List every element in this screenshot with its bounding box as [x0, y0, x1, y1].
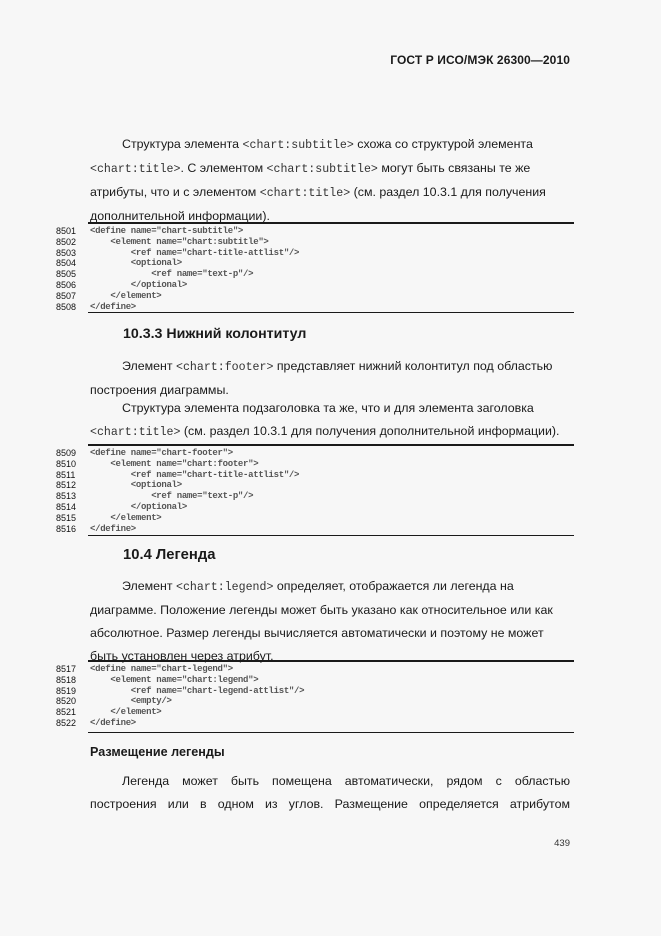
code-line-number: 8511: [56, 469, 76, 480]
code-line: <optional>: [90, 258, 182, 269]
code-line-number: 8506: [56, 280, 77, 290]
section-heading-legend: 10.4 Легенда: [123, 547, 216, 563]
code-line: <element name="chart:legend">: [90, 674, 259, 685]
code-line-number: 8505: [56, 269, 77, 280]
code-line-number: 8510: [56, 458, 77, 469]
paragraph-legend-desc: Элемент <chart:legend> определяет, отображается ли легенда на диаграмме. Положение легенды может быть указано как относительное или как абсолютное. Размер легенды вычисляется автоматически и поэтому не может быть установлен через атрибут.: [90, 579, 553, 663]
code-line: </optional>: [90, 280, 187, 290]
code-block-subtitle: [56, 222, 574, 313]
code-line-number: 8504: [56, 258, 77, 269]
paragraph-subtitle-structure: Структура элемента <chart:subtitle> схожа со структурой элемента <chart:title>. С элементом <chart:subtitle> могут быть связаны те же атрибуты, что и с элементом <chart:title> (см. раздел 10.3.1 для получения дополнительной информации).: [90, 137, 546, 223]
code-line: </define>: [90, 523, 136, 534]
code-line-number: 8514: [56, 502, 77, 512]
code-line-number: 8507: [56, 290, 77, 301]
code-line: <ref name="chart-legend-attlist"/>: [90, 685, 305, 696]
code-block-footer: [56, 444, 574, 536]
code-line-number: 8515: [56, 512, 77, 523]
document-header: ГОСТ Р ИСО/МЭК 26300—2010: [390, 53, 570, 67]
code-line: </define>: [90, 718, 136, 728]
code-line-number: 8517: [56, 664, 77, 674]
paragraph-footer-structure: Структура элемента подзаголовка та же, что и для элемента заголовка <chart:title> (см. раздел 10.3.1 для получения дополнительной информации).: [90, 401, 560, 439]
code-line: <ref name="chart-title-attlist"/>: [90, 247, 300, 258]
divider: [88, 222, 574, 224]
code-line-number: 8513: [56, 491, 77, 502]
code-line-number: 8502: [56, 236, 77, 247]
code-line: <element name="chart:footer">: [90, 458, 259, 469]
code-line: </element>: [90, 707, 162, 718]
code-line: </optional>: [90, 502, 187, 512]
code-line-number: 8520: [56, 696, 77, 707]
code-line: <ref name="text-p"/>: [90, 269, 254, 280]
code-line-number: 8503: [56, 247, 77, 258]
code-line: <ref name="text-p"/>: [90, 491, 254, 502]
code-line: <define name="chart-legend">: [90, 664, 233, 674]
paragraph-footer-desc: Элемент <chart:footer> представляет нижний колонтитул под областью построения диаграммы.: [90, 359, 553, 397]
divider: [88, 660, 574, 662]
section-heading-footer: 10.3.3 Нижний колонтитул: [123, 326, 307, 342]
code-line-number: 8521: [56, 707, 77, 718]
divider: [88, 732, 574, 733]
code-line-number: 8512: [56, 480, 77, 491]
divider: [88, 444, 574, 446]
code-line: <empty/>: [90, 696, 172, 707]
code-line-number: 8518: [56, 674, 77, 685]
code-line-number: 8516: [56, 523, 77, 534]
code-line: </define>: [90, 301, 136, 312]
code-line-number: 8501: [56, 226, 77, 236]
subsection-heading-legend-placement: Размещение легенды: [90, 745, 225, 759]
paragraph-legend-placement: Легенда может быть помещена автоматически, рядом с областью построения или в одном из углов. Размещение определяется атрибутом: [90, 774, 570, 811]
page-number: 439: [554, 838, 570, 849]
code-line: </element>: [90, 290, 162, 301]
code-line: <optional>: [90, 480, 182, 491]
code-line-number: 8509: [56, 448, 77, 458]
divider: [88, 535, 574, 536]
code-line: </element>: [90, 512, 162, 523]
code-line: <define name="chart-footer">: [90, 448, 233, 458]
divider: [88, 312, 574, 313]
code-line-number: 8508: [56, 301, 77, 312]
code-line: <element name="chart:subtitle">: [90, 236, 269, 247]
code-line-number: 8522: [56, 718, 77, 728]
code-line: <define name="chart-subtitle">: [90, 226, 244, 236]
code-line: <ref name="chart-title-attlist"/>: [90, 469, 300, 480]
code-line-number: 8519: [56, 685, 77, 696]
code-block-legend: [56, 660, 574, 733]
